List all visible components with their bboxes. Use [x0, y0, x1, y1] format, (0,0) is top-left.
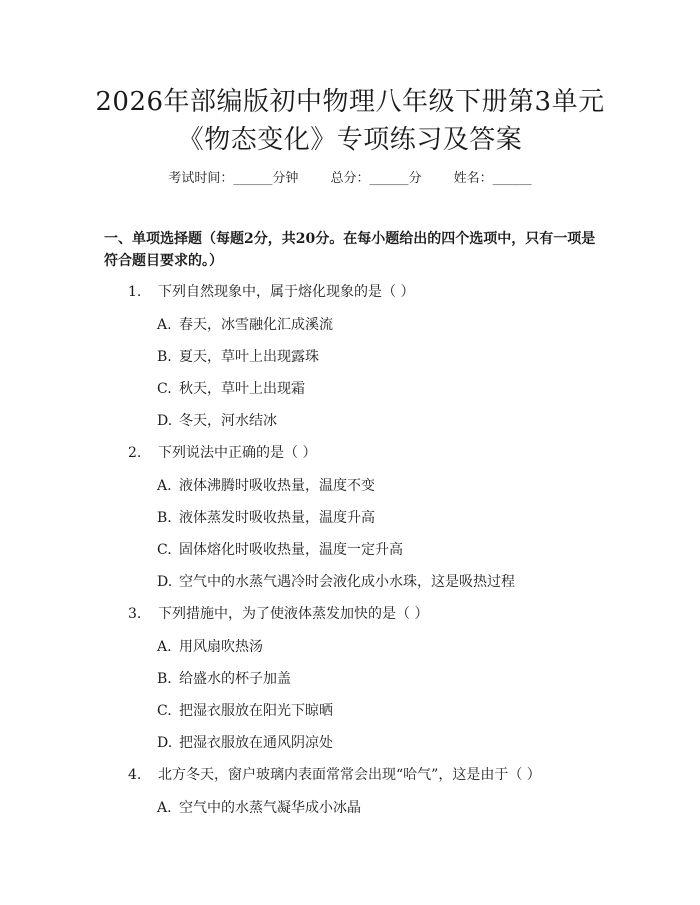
question-1-option-b — [157, 347, 319, 367]
question-1-option-a — [157, 315, 333, 335]
question-number: 2. — [128, 445, 142, 461]
option-letter: C. — [157, 542, 172, 558]
option-letter: A. — [157, 478, 172, 494]
question-text: 北方冬天，窗户玻璃内表面常常会出现“哈气”，这是由于（ ） — [158, 767, 541, 783]
exam-meta — [0, 170, 700, 188]
exam-time-field: 考试时间：______分钟 — [168, 171, 299, 186]
question-1 — [128, 282, 414, 302]
option-letter: D. — [157, 574, 173, 590]
option-text: 空气中的水蒸气遇冷时会液化成小水珠，这是吸热过程 — [179, 574, 515, 590]
question-1-option-c — [157, 379, 305, 399]
option-letter: B. — [157, 510, 172, 526]
option-letter: A. — [157, 317, 172, 333]
question-text: 下列说法中正确的是（ ） — [158, 445, 317, 461]
option-text: 秋天，草叶上出现霜 — [179, 381, 305, 397]
document-title-line1: 2026年部编版初中物理八年级下册第3单元 — [95, 87, 605, 117]
option-letter: D. — [157, 413, 173, 429]
section-heading: 一、单项选择题（每题2分，共20分。在每小题给出的四个选项中，只有一项是符合题目要求的。） — [104, 231, 596, 269]
option-letter: A. — [157, 639, 172, 655]
question-2 — [128, 443, 316, 463]
option-letter: B. — [157, 671, 172, 687]
question-2-option-a — [157, 476, 375, 496]
option-text: 春天，冰雪融化汇成溪流 — [179, 317, 333, 333]
option-text: 用风扇吹热汤 — [179, 639, 263, 655]
option-letter: D. — [157, 735, 173, 751]
question-number: 4. — [128, 767, 142, 783]
option-letter: A. — [157, 800, 172, 816]
question-2-option-c — [157, 540, 403, 560]
question-3 — [128, 604, 428, 624]
question-4-option-a — [157, 798, 361, 818]
question-3-option-a — [157, 637, 263, 657]
question-number: 3. — [128, 606, 142, 622]
option-letter: C. — [157, 381, 172, 397]
option-text: 给盛水的杯子加盖 — [179, 671, 291, 687]
question-3-option-c — [157, 701, 333, 721]
question-text: 下列措施中，为了使液体蒸发加快的是（ ） — [158, 606, 429, 622]
document-title-line2: 《物态变化》专项练习及答案 — [177, 125, 523, 155]
option-text: 夏天，草叶上出现露珠 — [179, 349, 319, 365]
option-text: 液体蒸发时吸收热量，温度升高 — [179, 510, 375, 526]
option-text: 空气中的水蒸气凝华成小冰晶 — [179, 800, 361, 816]
total-score-field: 总分：______分 — [330, 171, 422, 186]
option-letter: C. — [157, 703, 172, 719]
question-number: 1. — [128, 284, 142, 300]
student-name-field: 姓名：______ — [453, 171, 532, 186]
option-text: 冬天，河水结冰 — [179, 413, 277, 429]
option-letter: B. — [157, 349, 172, 365]
option-text: 固体熔化时吸收热量，温度一定升高 — [179, 542, 403, 558]
option-text: 液体沸腾时吸收热量，温度不变 — [179, 478, 375, 494]
question-4 — [128, 765, 541, 785]
question-3-option-b — [157, 669, 291, 689]
question-text: 下列自然现象中，属于熔化现象的是（ ） — [158, 284, 415, 300]
question-2-option-b — [157, 508, 375, 528]
question-3-option-d — [157, 733, 333, 753]
question-2-option-d — [157, 572, 515, 592]
option-text: 把湿衣服放在阳光下晾晒 — [179, 703, 333, 719]
question-1-option-d — [157, 411, 277, 431]
option-text: 把湿衣服放在通风阴凉处 — [179, 735, 333, 751]
